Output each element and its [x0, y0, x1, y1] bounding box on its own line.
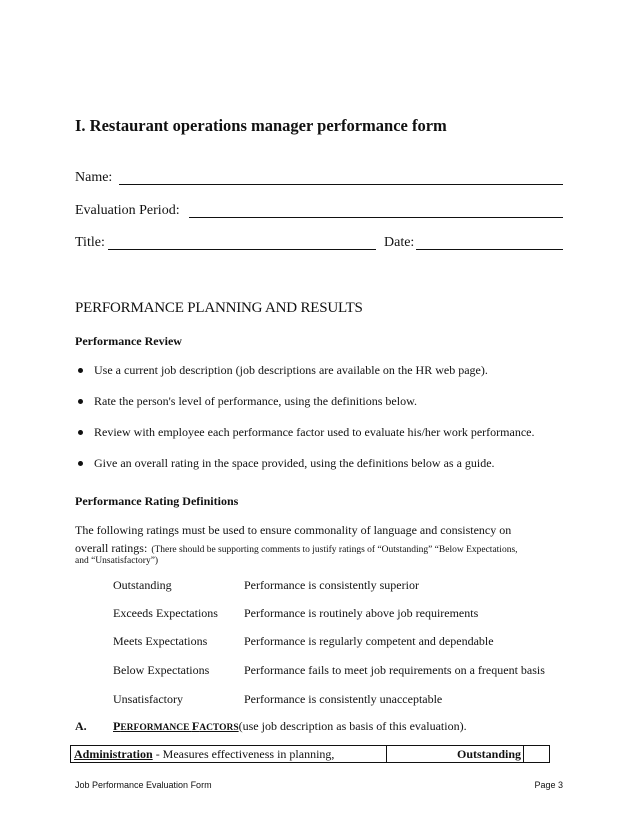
- rating-name: Exceeds Expectations: [113, 606, 218, 620]
- name-label: Name:: [75, 170, 113, 185]
- job-title-field[interactable]: [108, 249, 376, 250]
- rating-intro-line3: and “Unsatisfactory”): [75, 556, 159, 566]
- name-field[interactable]: [119, 184, 563, 185]
- rating-definition: Performance is consistently superior: [244, 578, 419, 592]
- rating-name: Outstanding: [113, 578, 172, 592]
- factors-heading-title: [113, 719, 239, 733]
- bullet-text: Give an overall rating in the space provided, using the definitions below as a guide.: [94, 456, 495, 470]
- factors-letter: A.: [75, 719, 87, 733]
- evaluation-period-label: Evaluation Period:: [75, 203, 180, 218]
- rating-definition: Performance is routinely above job requirements: [244, 606, 479, 620]
- factors-heading: [113, 719, 467, 734]
- bullet-text: Review with employee each performance factor used to evaluate his/her work performance.: [94, 425, 535, 439]
- bullet-icon: [78, 461, 83, 466]
- rating-definition: Performance is consistently unacceptable: [244, 692, 443, 706]
- evaluation-period-field[interactable]: [189, 217, 563, 218]
- bullet-icon: [78, 430, 83, 435]
- administration-cell: [74, 746, 387, 762]
- rating-definitions-heading: Performance Rating Definitions: [75, 494, 239, 508]
- rating-name: Meets Expectations: [113, 634, 208, 648]
- rating-intro-note: (There should be supporting comments to justify ratings of “Outstanding” “Below Expectations,: [151, 545, 518, 555]
- outstanding-rating-box[interactable]: [523, 746, 550, 762]
- factors-heading-rest2: ACTORS: [199, 723, 239, 733]
- rating-name: Unsatisfactory: [113, 692, 183, 706]
- factors-table-row: [70, 745, 550, 763]
- date-label: Date:: [384, 235, 415, 250]
- rating-intro-line1: The following ratings must be used to ensure commonality of language and consistency on: [75, 523, 512, 537]
- factors-heading-f: F: [191, 719, 200, 733]
- outstanding-column-header: Outstanding: [456, 747, 522, 761]
- performance-review-heading: Performance Review: [75, 334, 182, 348]
- rating-name: Below Expectations: [113, 663, 210, 677]
- bullet-text: Use a current job description (job descriptions are available on the HR web page).: [94, 363, 488, 377]
- factors-heading-p: P: [113, 719, 121, 733]
- rating-definition: Performance is regularly competent and dependable: [244, 634, 494, 648]
- administration-label: Administration: [74, 747, 153, 761]
- factors-heading-rest1: ERFORMANCE: [120, 723, 192, 733]
- date-field[interactable]: [416, 249, 563, 250]
- section-heading: PERFORMANCE PLANNING AND RESULTS: [75, 300, 363, 316]
- administration-description: - Measures effectiveness in planning,: [152, 747, 335, 761]
- page-title: I. Restaurant operations manager performance form: [75, 116, 447, 135]
- page-number: Page 3: [534, 780, 563, 790]
- rating-intro-line2: [75, 539, 518, 557]
- bullet-icon: [78, 368, 83, 373]
- job-title-label: Title:: [75, 235, 105, 250]
- rating-definition: Performance fails to meet job requirements on a frequent basis: [244, 663, 545, 677]
- bullet-text: Rate the person's level of performance, using the definitions below.: [94, 394, 417, 408]
- rating-intro-main: overall ratings:: [75, 541, 148, 555]
- footer-form-name: Job Performance Evaluation Form: [75, 780, 212, 790]
- bullet-icon: [78, 399, 83, 404]
- factors-note: (use job description as basis of this evaluation).: [238, 719, 467, 733]
